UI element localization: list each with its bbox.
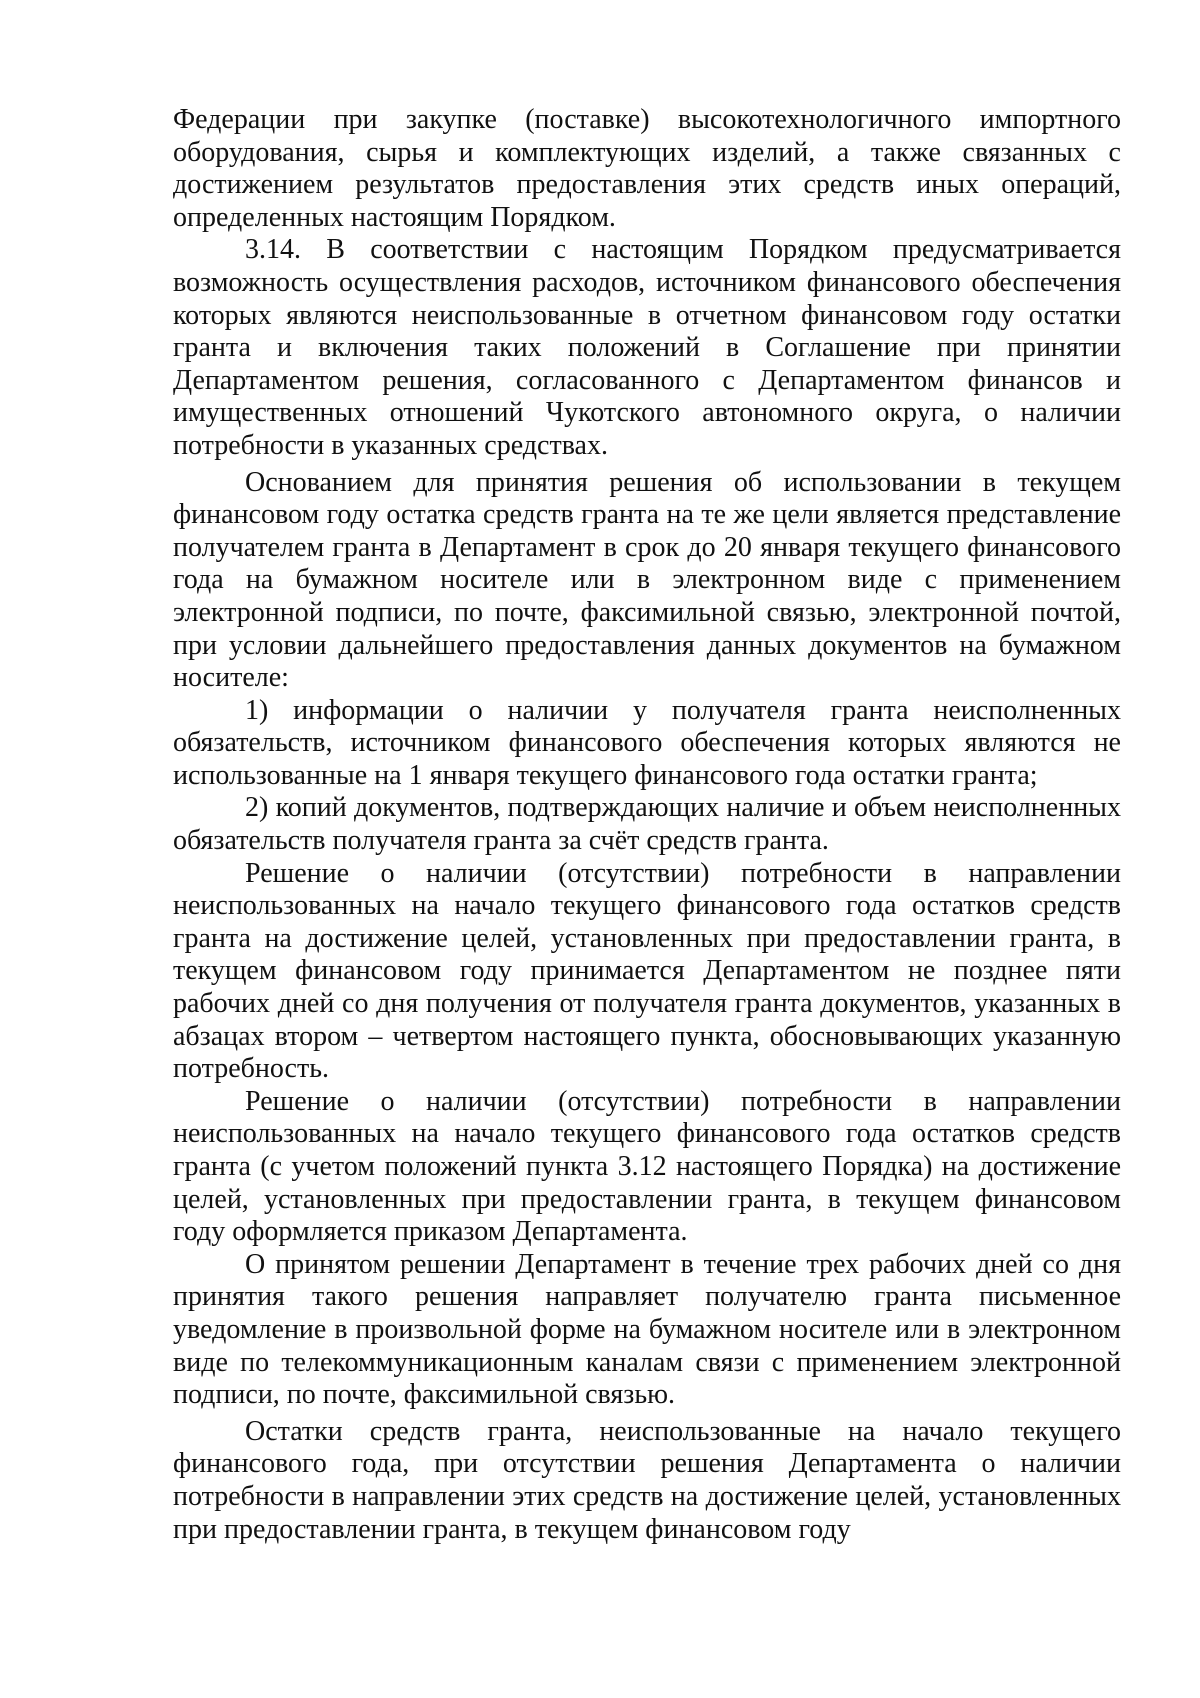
- document-page: [173, 104, 1121, 1546]
- paragraph-notification: О принятом решении Департамент в течение трех рабочих дней со дня принятия такого решения направляет получателю гранта письменное уведомление в произвольной форме на бумажном носителе или в электронном виде по телекоммуникационным каналам связи с применением электронной подписи, по почте, факсимильной связью.: [173, 1248, 1121, 1411]
- list-item-1: 1) информации о наличии у получателя гранта неисполненных обязательств, источником финансового обеспечения которых являются не использованные на 1 января текущего финансового года остатки гранта;: [173, 694, 1121, 791]
- paragraph-grounds: Основанием для принятия решения об использовании в текущем финансовом году остатка средств гранта на те же цели является представление получателем гранта в Департамент в срок до 20 января текущего финансового года на бумажном носителе или в электронном виде с применением электронной подписи, по почте, факсимильной связью, электронной почтой, при условии дальнейшего предоставления данных документов на бумажном носителе:: [173, 466, 1121, 694]
- paragraph-continuation: Федерации при закупке (поставке) высокотехнологичного импортного оборудования, сырья и комплектующих изделий, а также связанных с достижением результатов предоставления этих средств иных операций, определенных настоящим Порядком.: [173, 104, 1121, 233]
- list-item-2: 2) копий документов, подтверждающих наличие и объем неисполненных обязательств получателя гранта за счёт средств гранта.: [173, 792, 1121, 857]
- paragraph-clause-3-14: 3.14. В соответствии с настоящим Порядком предусматривается возможность осуществления расходов, источником финансового обеспечения которых являются неиспользованные в отчетном финансовом году остатки гранта и включения таких положений в Соглашение при принятии Департаментом решения, согласованного с Департаментом финансов и имущественных отношений Чукотского автономного округа, о наличии потребности в указанных средствах.: [173, 234, 1121, 461]
- paragraph-decision-order: Решение о наличии (отсутствии) потребности в направлении неиспользованных на начало текущего финансового года остатков средств гранта (с учетом положений пункта 3.12 настоящего Порядка) на достижение целей, установленных при предоставлении гранта, в текущем финансовом году оформляется приказом Департамента.: [173, 1085, 1121, 1248]
- paragraph-decision-deadline: Решение о наличии (отсутствии) потребности в направлении неиспользованных на начало текущего финансового года остатков средств гранта на достижение целей, установленных при предоставлении гранта, в текущем финансовом году принимается Департаментом не позднее пяти рабочих дней со дня получения от получателя гранта документов, указанных в абзацах втором – четвертом настоящего пункта, обосновывающих указанную потребность.: [173, 857, 1121, 1085]
- paragraph-remaining-funds: Остатки средств гранта, неиспользованные на начало текущего финансового года, при отсутствии решения Департамента о наличии потребности в направлении этих средств на достижение целей, установленных при предоставлении гранта, в текущем финансовом году: [173, 1415, 1121, 1545]
